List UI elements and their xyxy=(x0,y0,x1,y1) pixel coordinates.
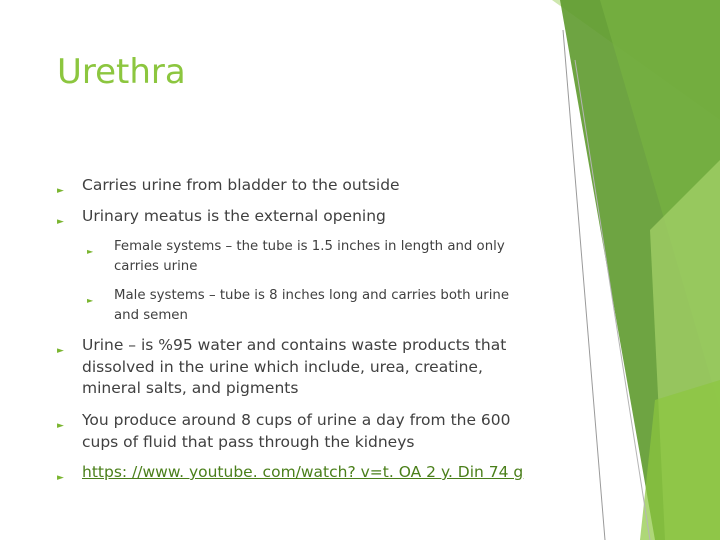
bullet-item xyxy=(57,462,557,484)
bullet-arrow-icon: ► xyxy=(57,473,64,483)
bullet-item xyxy=(57,335,557,401)
bullet-arrow-icon: ► xyxy=(57,217,64,227)
bullet-item xyxy=(57,410,557,454)
bullet-text-line-3: mineral salts, and pigments xyxy=(82,379,299,397)
sub-bullet-text-line-2: carries urine xyxy=(114,259,198,274)
bullet-text-line-1: Urine – is %95 water and contains waste products that xyxy=(82,336,507,354)
sub-bullet-text-line-1: Male systems – tube is 8 inches long and carries both urine xyxy=(114,288,510,303)
bullet-text: Carries urine from bladder to the outside xyxy=(82,176,400,194)
bullet-arrow-icon: ► xyxy=(87,296,94,305)
bullet-text-line-2: cups of fluid that pass through the kidneys xyxy=(82,432,415,451)
bullet-text: Urinary meatus is the external opening xyxy=(82,207,386,225)
bullet-arrow-icon: ► xyxy=(57,346,64,356)
bullet-arrow-icon: ► xyxy=(87,247,94,256)
sub-bullet-item xyxy=(87,286,557,326)
bullet-arrow-icon: ► xyxy=(57,421,64,431)
bullet-arrow-icon: ► xyxy=(57,186,64,196)
bullet-item xyxy=(57,206,557,228)
bullet-text-line-1: You produce around 8 cups of urine a day from the 600 xyxy=(82,411,511,429)
sub-bullet-text-line-2: and semen xyxy=(114,308,188,323)
bullet-item xyxy=(57,175,557,197)
bullet-text-line-2: dissolved in the urine which include, urea, creatine, xyxy=(82,357,483,376)
slide-title: Urethra xyxy=(57,52,186,92)
sub-bullet-text-line-1: Female systems – the tube is 1.5 inches in length and only xyxy=(114,239,505,254)
sub-bullet-item xyxy=(87,237,557,277)
youtube-link[interactable]: https: //www. youtube. com/watch? v=t. OA 2 y. Din 74 g xyxy=(82,463,524,481)
